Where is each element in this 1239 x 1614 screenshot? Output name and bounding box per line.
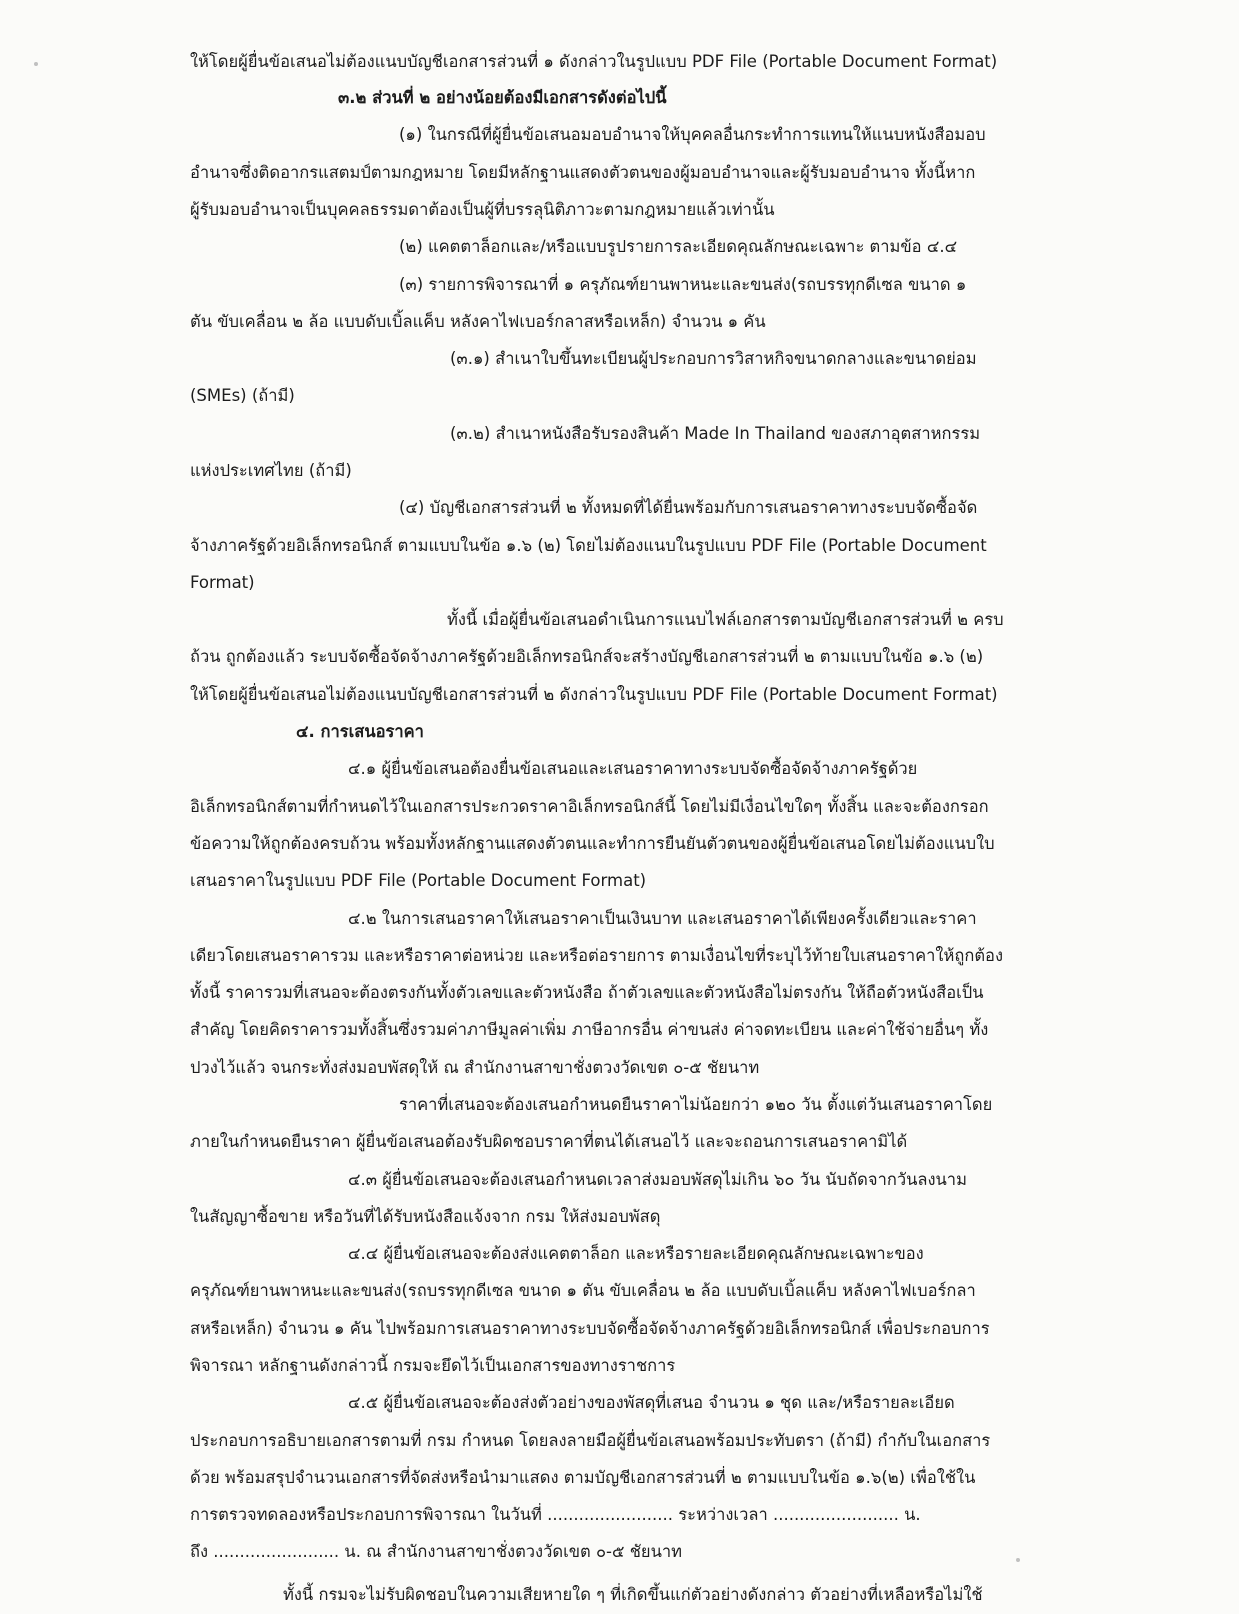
section-heading: ๔. การเสนอราคา (296, 722, 424, 741)
doc-line: ๔.๑ ผู้ยื่นข้อเสนอต้องยื่นข้อเสนอและเสนอราคาทางระบบจัดซื้อจัดจ้างภาครัฐด้วย (348, 759, 918, 778)
doc-line: ๔.๒ ในการเสนอราคาให้เสนอราคาเป็นเงินบาท และเสนอราคาได้เพียงครั้งเดียวและราคา (348, 909, 977, 928)
doc-line: (๔) บัญชีเอกสารส่วนที่ ๒ ทั้งหมดที่ได้ยื่นพร้อมกับการเสนอราคาทางระบบจัดซื้อจัด (399, 498, 978, 517)
doc-line: การตรวจทดลองหรือประกอบการพิจารณา ในวันที่ ........................ ระหว่างเวลา ........................ น. (190, 1505, 921, 1524)
section-heading: ๓.๒ ส่วนที่ ๒ อย่างน้อยต้องมีเอกสารดังต่อไปนี้ (338, 88, 667, 107)
doc-line: ราคาที่เสนอจะต้องเสนอกำหนดยืนราคาไม่น้อยกว่า ๑๒๐ วัน ตั้งแต่วันเสนอราคาโดย (399, 1095, 993, 1114)
doc-line: ทั้งนี้ กรมจะไม่รับผิดชอบในความเสียหายใด ๆ ที่เกิดขึ้นแก่ตัวอย่างดังกล่าว ตัวอย่างที่เหลือหรือไม่ใช้ (283, 1585, 983, 1604)
doc-line: ถึง ........................ น. ณ สำนักงานสาขาชั่งตวงวัดเขต ๐-๕ ชัยนาท (190, 1542, 683, 1561)
doc-line: จ้างภาครัฐด้วยอิเล็กทรอนิกส์ ตามแบบในข้อ ๑.๖ (๒) โดยไม่ต้องแนบในรูปแบบ PDF File (Portable Document (190, 536, 987, 555)
doc-line: ภายในกำหนดยืนราคา ผู้ยื่นข้อเสนอต้องรับผิดชอบราคาที่ตนได้เสนอไว้ และจะถอนการเสนอราคามิได้ (190, 1132, 908, 1151)
doc-line: สำคัญ โดยคิดราคารวมทั้งสิ้นซึ่งรวมค่าภาษีมูลค่าเพิ่ม ภาษีอากรอื่น ค่าขนส่ง ค่าจดทะเบียน และค่าใช้จ่ายอื่นๆ ทั้ง (190, 1020, 989, 1039)
doc-line: ให้โดยผู้ยื่นข้อเสนอไม่ต้องแนบบัญชีเอกสารส่วนที่ ๒ ดังกล่าวในรูปแบบ PDF File (Portable Document Format) (190, 685, 998, 704)
doc-line: Format) (190, 573, 255, 592)
doc-line: สหรือเหล็ก) จำนวน ๑ คัน ไปพร้อมการเสนอราคาทางระบบจัดซื้อจัดจ้างภาครัฐด้วยอิเล็กทรอนิกส์ เพื่อประกอบการ (190, 1319, 990, 1338)
doc-line: ให้โดยผู้ยื่นข้อเสนอไม่ต้องแนบบัญชีเอกสารส่วนที่ ๑ ดังกล่าวในรูปแบบ PDF File (Portable Document Format) (190, 52, 998, 71)
doc-line: (SMEs) (ถ้ามี) (190, 386, 295, 405)
doc-line: อิเล็กทรอนิกส์ตามที่กำหนดไว้ในเอกสารประกวดราคาอิเล็กทรอนิกส์นี้ โดยไม่มีเงื่อนไขใดๆ ทั้งสิ้น และจะต้องกรอก (190, 797, 989, 816)
doc-line: ทั้งนี้ เมื่อผู้ยื่นข้อเสนอดำเนินการแนบไฟล์เอกสารตามบัญชีเอกสารส่วนที่ ๒ ครบ (447, 610, 1004, 629)
doc-line: ประกอบการอธิบายเอกสารตามที่ กรม กำหนด โดยลงลายมือผู้ยื่นข้อเสนอพร้อมประทับตรา (ถ้ามี) กำกับในเอกสาร (190, 1431, 991, 1450)
doc-line: ปวงไว้แล้ว จนกระทั่งส่งมอบพัสดุให้ ณ สำนักงานสาขาชั่งตวงวัดเขต ๐-๕ ชัยนาท (190, 1058, 760, 1077)
doc-line: ข้อความให้ถูกต้องครบถ้วน พร้อมทั้งหลักฐานแสดงตัวตนและทำการยืนยันตัวตนของผู้ยื่นข้อเสนอโดยไม่ต้องแนบใบ (190, 834, 995, 853)
doc-line: ผู้รับมอบอำนาจเป็นบุคคลธรรมดาต้องเป็นผู้ที่บรรลุนิติภาวะตามกฎหมายแล้วเท่านั้น (190, 200, 775, 219)
doc-line: พิจารณา หลักฐานดังกล่าวนี้ กรมจะยึดไว้เป็นเอกสารของทางราชการ (190, 1356, 676, 1375)
doc-line: ครุภัณฑ์ยานพาหนะและขนส่ง(รถบรรทุกดีเซล ขนาด ๑ ตัน ขับเคลื่อน ๒ ล้อ แบบดับเบิ้ลแค็บ หลังคาไฟเบอร์กลา (190, 1281, 976, 1300)
scan-speck (34, 62, 38, 66)
doc-line: ในสัญญาซื้อขาย หรือวันที่ได้รับหนังสือแจ้งจาก กรม ให้ส่งมอบพัสดุ (190, 1207, 661, 1226)
doc-line: (๓.๒) สำเนาหนังสือรับรองสินค้า Made In Thailand ของสภาอุตสาหกรรม (450, 424, 981, 443)
doc-line: (๓) รายการพิจารณาที่ ๑ ครุภัณฑ์ยานพาหนะและขนส่ง(รถบรรทุกดีเซล ขนาด ๑ (399, 275, 967, 294)
doc-line: ๔.๔ ผู้ยื่นข้อเสนอจะต้องส่งแคตตาล็อก และหรือรายละเอียดคุณลักษณะเฉพาะของ (348, 1244, 924, 1263)
doc-line: ถ้วน ถูกต้องแล้ว ระบบจัดซื้อจัดจ้างภาครัฐด้วยอิเล็กทรอนิกส์จะสร้างบัญชีเอกสารส่วนที่ ๒ ตามแบบในข้อ ๑.๖ (๒) (190, 647, 984, 666)
doc-line: แห่งประเทศไทย (ถ้ามี) (190, 461, 352, 480)
doc-line: เสนอราคาในรูปแบบ PDF File (Portable Document Format) (190, 871, 647, 890)
doc-line: เดียวโดยเสนอราคารวม และหรือราคาต่อหน่วย และหรือต่อรายการ ตามเงื่อนไขที่ระบุไว้ท้ายใบเสนอราคาให้ถูกต้อง (190, 946, 1004, 965)
doc-line: ๔.๓ ผู้ยื่นข้อเสนอจะต้องเสนอกำหนดเวลาส่งมอบพัสดุไม่เกิน ๖๐ วัน นับถัดจากวันลงนาม (348, 1170, 967, 1189)
doc-line: (๓.๑) สำเนาใบขึ้นทะเบียนผู้ประกอบการวิสาหกิจขนาดกลางและขนาดย่อม (450, 349, 977, 368)
scan-speck (1016, 1558, 1020, 1562)
doc-line: (๒) แคตตาล็อกและ/หรือแบบรูปรายการละเอียดคุณลักษณะเฉพาะ ตามข้อ ๔.๔ (399, 237, 958, 256)
doc-line: ตัน ขับเคลื่อน ๒ ล้อ แบบดับเบิ้ลแค็บ หลังคาไฟเบอร์กลาสหรือเหล็ก) จำนวน ๑ คัน (190, 312, 766, 331)
doc-line: ๔.๕ ผู้ยื่นข้อเสนอจะต้องส่งตัวอย่างของพัสดุที่เสนอ จำนวน ๑ ชุด และ/หรือรายละเอียด (348, 1393, 955, 1412)
doc-line: (๑) ในกรณีที่ผู้ยื่นข้อเสนอมอบอำนาจให้บุคคลอื่นกระทำการแทนให้แนบหนังสือมอบ (399, 125, 986, 144)
doc-line: อำนาจซึ่งติดอากรแสตมป์ตามกฎหมาย โดยมีหลักฐานแสดงตัวตนของผู้มอบอำนาจและผู้รับมอบอำนาจ ทั้งนี้หาก (190, 163, 976, 182)
doc-line: ทั้งนี้ ราคารวมที่เสนอจะต้องตรงกันทั้งตัวเลขและตัวหนังสือ ถ้าตัวเลขและตัวหนังสือไม่ตรงกัน ให้ถือตัวหนังสือเป็น (190, 983, 984, 1002)
doc-line: ด้วย พร้อมสรุปจำนวนเอกสารที่จัดส่งหรือนำมาแสดง ตามบัญชีเอกสารส่วนที่ ๒ ตามแบบในข้อ ๑.๖(๒) เพื่อใช้ใน (190, 1468, 976, 1487)
